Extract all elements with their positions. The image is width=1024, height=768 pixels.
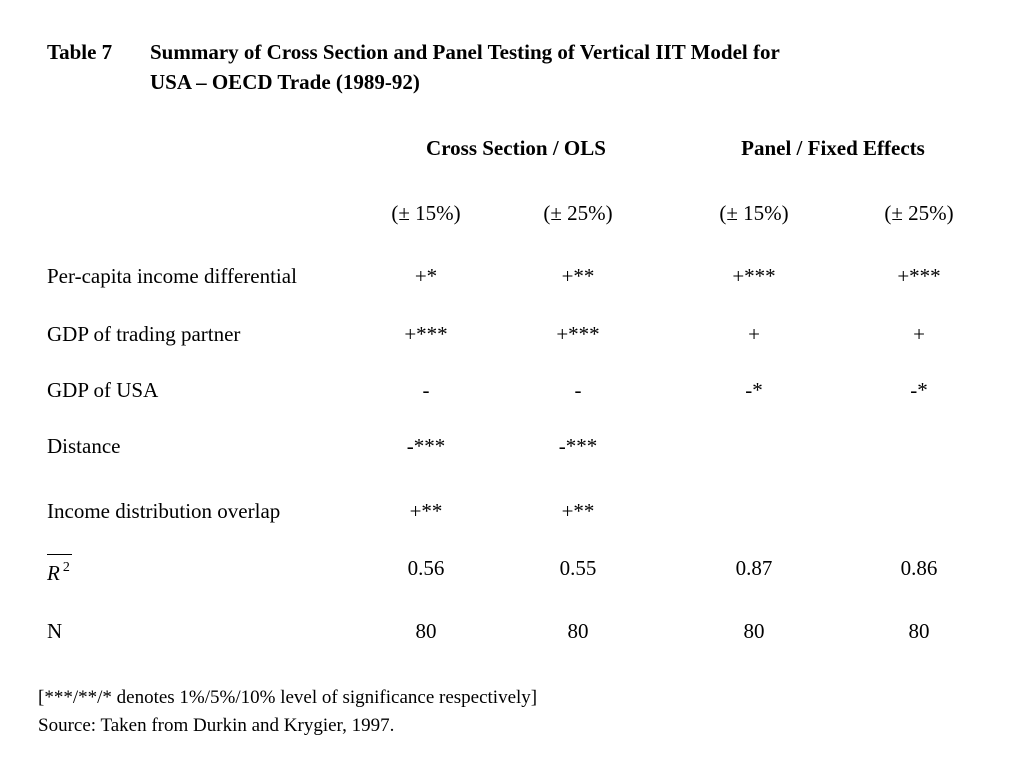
- table-cell: -*: [910, 378, 928, 402]
- r-bar-superscript: 2: [62, 560, 70, 575]
- table-caption-line-1: Summary of Cross Section and Panel Testing of Vertical IIT Model for: [150, 40, 780, 64]
- sub-header-cross-25: (± 25%): [543, 201, 613, 225]
- table-cell: +***: [897, 264, 941, 288]
- table-cell: 80: [415, 619, 437, 643]
- table-cell: +: [748, 322, 760, 346]
- table-cell: 0.55: [559, 556, 597, 580]
- row-label-gdp-usa: GDP of USA: [47, 378, 159, 402]
- r-bar-overline: [47, 554, 72, 555]
- row-label-n: N: [47, 619, 63, 643]
- table-cell: +**: [561, 264, 595, 288]
- table-cell: -: [574, 378, 582, 402]
- table-cell: -***: [558, 434, 598, 458]
- sub-header-panel-15: (± 15%): [719, 201, 789, 225]
- table-cell: 80: [908, 619, 930, 643]
- table-cell: 80: [743, 619, 765, 643]
- table-cell: +***: [556, 322, 600, 346]
- table-cell: +**: [561, 499, 595, 523]
- table-caption-line-2: USA – OECD Trade (1989-92): [150, 70, 420, 94]
- footnote-significance: [***/**/* denotes 1%/5%/10% level of significance respectively]: [38, 687, 538, 708]
- table-cell: 80: [567, 619, 589, 643]
- r-bar-symbol: [47, 554, 70, 587]
- row-label-income-overlap: Income distribution overlap: [47, 499, 281, 523]
- table-cell: 0.86: [900, 556, 938, 580]
- row-label-distance: Distance: [47, 434, 121, 458]
- table-cell: +***: [404, 322, 448, 346]
- table-number: Table 7: [47, 40, 113, 64]
- table-cell: -***: [406, 434, 446, 458]
- group-header-panel: Panel / Fixed Effects: [741, 136, 925, 160]
- table-cell: -: [422, 378, 430, 402]
- sub-header-cross-15: (± 15%): [391, 201, 461, 225]
- r-bar-letter: R: [47, 561, 60, 585]
- table-caption: [150, 37, 950, 97]
- table-cell: -*: [745, 378, 763, 402]
- row-label-gdp-partner: GDP of trading partner: [47, 322, 241, 346]
- sub-header-panel-25: (± 25%): [884, 201, 954, 225]
- row-label-r-squared: [47, 554, 70, 587]
- table-cell: 0.87: [735, 556, 773, 580]
- table-cell: 0.56: [407, 556, 445, 580]
- table-cell: +*: [414, 264, 438, 288]
- table-cell: +***: [732, 264, 776, 288]
- footnote-source: Source: Taken from Durkin and Krygier, 1997.: [38, 715, 395, 736]
- table-cell: +: [913, 322, 925, 346]
- group-header-cross-section: Cross Section / OLS: [426, 136, 606, 160]
- row-label-income-differential: Per-capita income differential: [47, 264, 297, 288]
- table-cell: +**: [409, 499, 443, 523]
